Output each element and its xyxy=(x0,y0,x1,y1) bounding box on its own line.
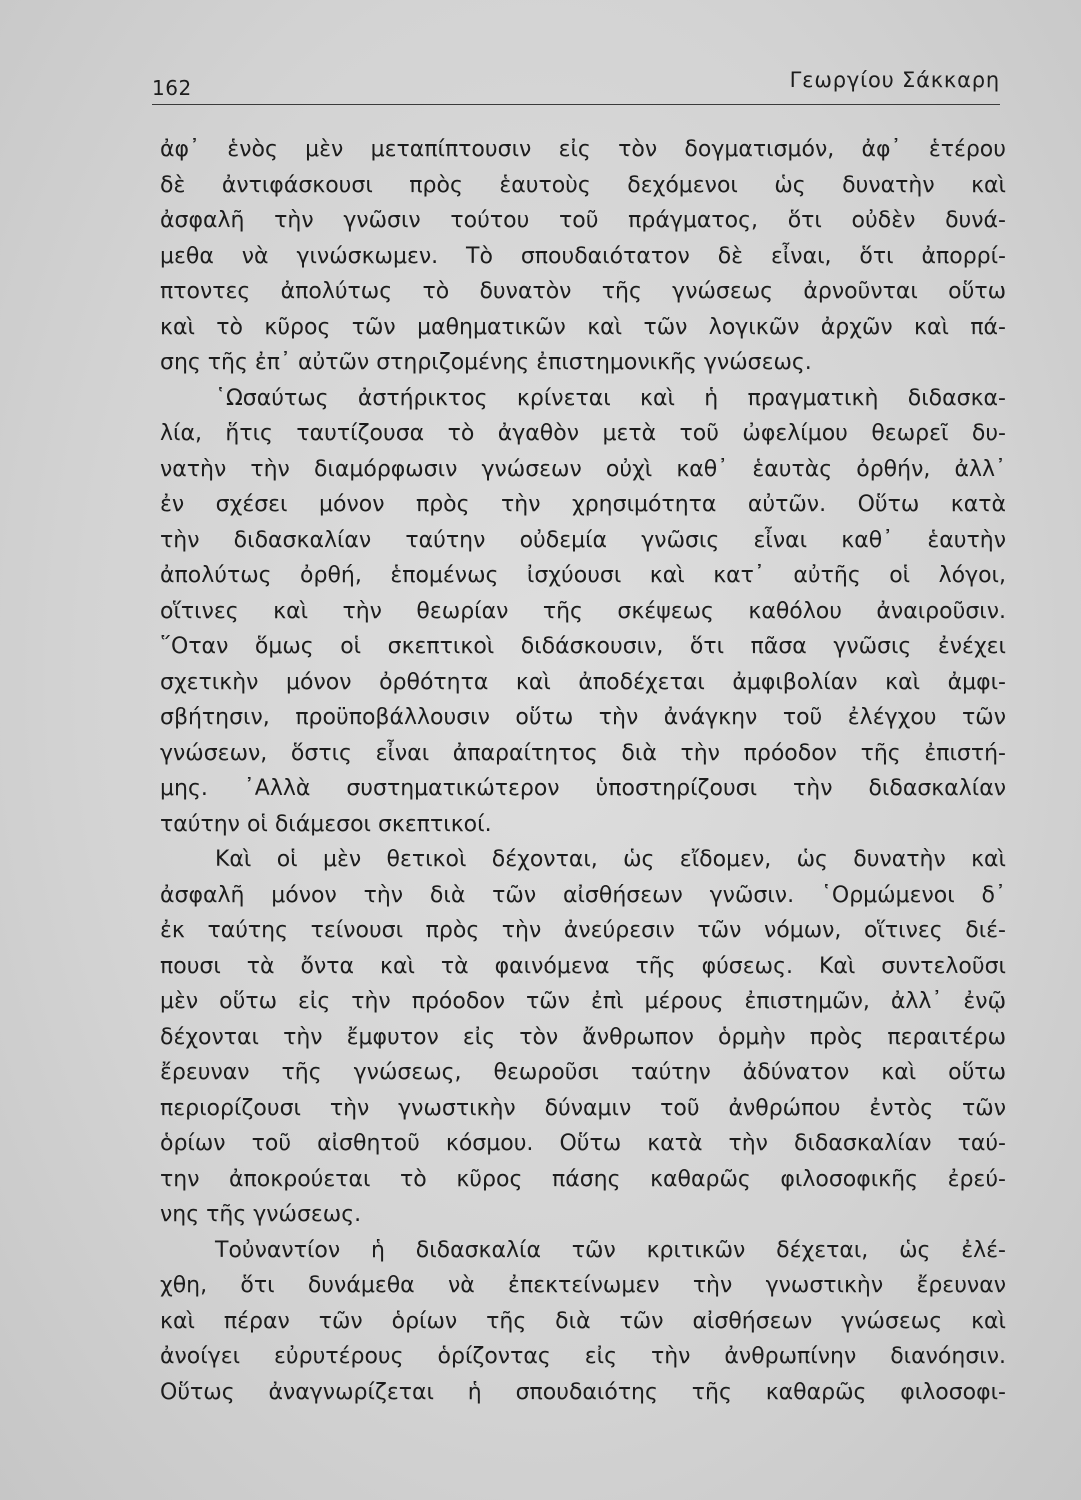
text-line: νης τῆς γνώσεως. xyxy=(160,1202,362,1227)
text-line: καὶ πέραν τῶν ὁρίων τῆς διὰ τῶν αἰσθήσεων γνώσεως καὶ xyxy=(160,1308,1006,1334)
page-number: 162 xyxy=(152,76,192,100)
text-line: σης τῆς ἐπ᾽ αὐτῶν στηριζομένης ἐπιστημονικῆς γνώσεως. xyxy=(160,350,812,375)
text-line: ἀπολύτως ὀρθή, ἑπομένως ἰσχύουσι καὶ κατ᾽ αὐτῆς οἱ λόγοι, xyxy=(160,563,1006,588)
text-line: δὲ ἀντιφάσκουσι πρὸς ἑαυτοὺς δεχόμενοι ὡς δυνατὴν καὶ xyxy=(160,172,1006,198)
text-line: ταύτην οἱ διάμεσοι σκεπτικοί. xyxy=(160,811,492,837)
text-line: καὶ τὸ κῦρος τῶν μαθηματικῶν καὶ τῶν λογικῶν ἀρχῶν καὶ πά- xyxy=(160,314,1006,340)
text-line: ἔρευναν τῆς γνώσεως, θεωροῦσι ταύτην ἀδύνατον καὶ οὕτω xyxy=(160,1060,1006,1085)
text-line: μεθα νὰ γινώσκωμεν. Τὸ σπουδαιότατον δὲ εἶναι, ὅτι ἀπορρί- xyxy=(160,243,1006,269)
paragraph-start-line: Τοὐναντίον ἡ διδασκαλία τῶν κριτικῶν δέχεται, ὡς ἐλέ- xyxy=(215,1237,1006,1263)
text-line: μης. ᾿Αλλὰ συστηματικώτερον ὑποστηρίζουσι τὴν διδασκαλίαν xyxy=(160,776,1006,801)
page-header xyxy=(152,68,1000,105)
text-line: οἵτινες καὶ τὴν θεωρίαν τῆς σκέψεως καθόλου ἀναιροῦσιν. xyxy=(160,598,1006,624)
text-line: γνώσεων, ὅστις εἶναι ἀπαραίτητος διὰ τὴν πρόοδον τῆς ἐπιστή- xyxy=(160,740,1006,766)
text-line: λία, ἥτις ταυτίζουσα τὸ ἀγαθὸν μετὰ τοῦ ὠφελίμου θεωρεῖ δυ- xyxy=(160,421,1006,446)
text-line: ὁρίων τοῦ αἰσθητοῦ κόσμου. Οὕτω κατὰ τὴν διδασκαλίαν ταύ- xyxy=(160,1131,1006,1156)
text-line: ἐκ ταύτης τείνουσι πρὸς τὴν ἀνεύρεσιν τῶν νόμων, οἵτινες διέ- xyxy=(160,918,1006,943)
paragraph-start-line: ῾Ωσαύτως ἀστήρικτος κρίνεται καὶ ἡ πραγματικὴ διδασκα- xyxy=(215,385,1006,411)
text-line: πτοντες ἀπολύτως τὸ δυνατὸν τῆς γνώσεως ἀρνοῦνται οὕτω xyxy=(160,279,1006,304)
text-line: ἀσφαλῆ μόνον τὴν διὰ τῶν αἰσθήσεων γνῶσιν. ῾Ορμώμενοι δ᾽ xyxy=(160,882,1006,908)
text-line: σχετικὴν μόνον ὀρθότητα καὶ ἀποδέχεται ἀμφιβολίαν καὶ ἀμφι- xyxy=(160,669,1006,695)
text-line: μὲν οὕτω εἰς τὴν πρόοδον τῶν ἐπὶ μέρους ἐπιστημῶν, ἀλλ᾽ ἐνῷ xyxy=(160,989,1006,1014)
text-line: χθη, ὅτι δυνάμεθα νὰ ἐπεκτείνωμεν τὴν γνωστικὴν ἔρευναν xyxy=(160,1273,1006,1298)
text-line: ἀνοίγει εὐρυτέρους ὁρίζοντας εἰς τὴν ἀνθρωπίνην διανόησιν. xyxy=(160,1344,1006,1369)
body-text xyxy=(160,132,1006,1410)
text-line: ἀσφαλῆ τὴν γνῶσιν τούτου τοῦ πράγματος, ὅτι οὐδὲν δυνά- xyxy=(160,208,1006,233)
text-line: δέχονται τὴν ἔμφυτον εἰς τὸν ἄνθρωπον ὁρμὴν πρὸς περαιτέρω xyxy=(160,1024,1006,1050)
text-line: περιορίζουσι τὴν γνωστικὴν δύναμιν τοῦ ἀνθρώπου ἐντὸς τῶν xyxy=(160,1095,1006,1121)
text-line: πουσι τὰ ὄντα καὶ τὰ φαινόμενα τῆς φύσεως. Καὶ συντελοῦσι xyxy=(160,953,1006,979)
text-line: ῞Οταν ὅμως οἱ σκεπτικοὶ διδάσκουσιν, ὅτι πᾶσα γνῶσις ἐνέχει xyxy=(160,634,1006,659)
text-line: Οὕτως ἀναγνωρίζεται ἡ σπουδαιότης τῆς καθαρῶς φιλοσοφι- xyxy=(160,1379,1006,1405)
text-line: σβήτησιν, προϋποβάλλουσιν οὕτω τὴν ἀνάγκην τοῦ ἐλέγχου τῶν xyxy=(160,705,1006,730)
text-line: την ἀποκρούεται τὸ κῦρος πάσης καθαρῶς φιλοσοφικῆς ἐρεύ- xyxy=(160,1166,1006,1192)
text-line: τὴν διδασκαλίαν ταύτην οὐδεμία γνῶσις εἶναι καθ᾽ ἑαυτὴν xyxy=(160,527,1006,553)
text-line: ἀφ᾽ ἑνὸς μὲν μεταπίπτουσιν εἰς τὸν δογματισμόν, ἀφ᾽ ἑτέρου xyxy=(160,137,1006,162)
paragraph-start-line: Καὶ οἱ μὲν θετικοὶ δέχονται, ὡς εἴδομεν, ὡς δυνατὴν καὶ xyxy=(215,847,1006,872)
text-line: νατὴν τὴν διαμόρφωσιν γνώσεων οὐχὶ καθ᾽ ἑαυτὰς ὀρθήν, ἀλλ᾽ xyxy=(160,456,1006,482)
text-line: ἐν σχέσει μόνον πρὸς τὴν χρησιμότητα αὐτῶν. Οὕτω κατὰ xyxy=(160,492,1006,517)
running-head-author: Γεωργίου Σάκκαρη xyxy=(789,68,1000,92)
